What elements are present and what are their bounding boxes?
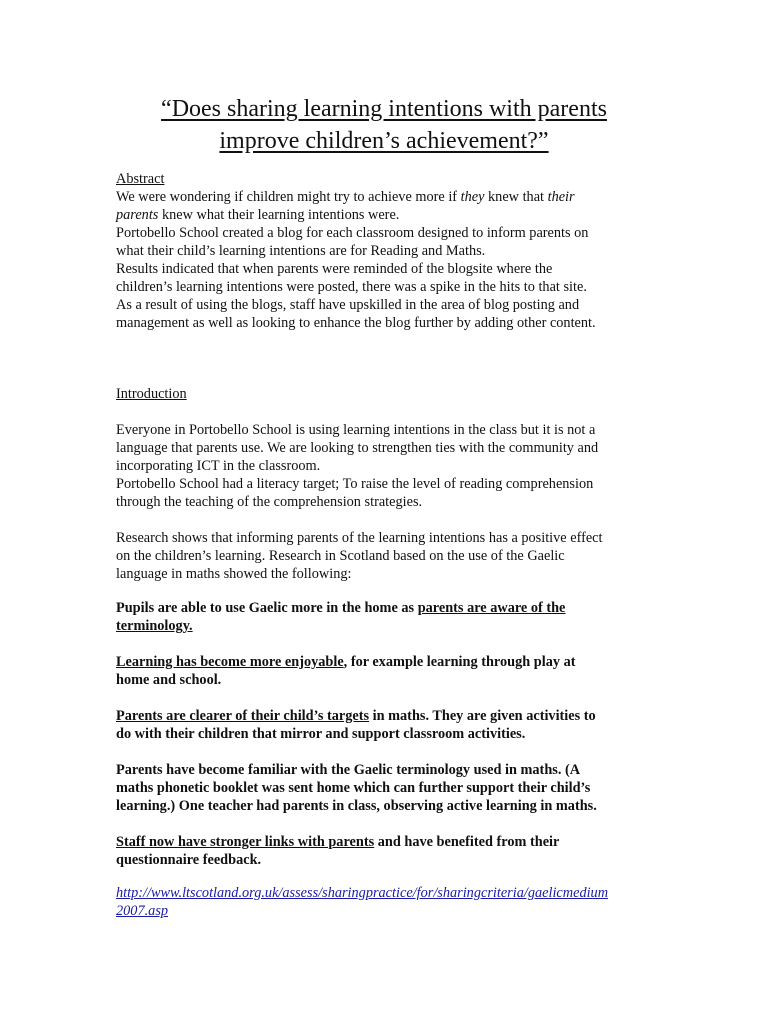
intro-p1-line-4: Portobello School had a literacy target; To raise the level of reading comprehension	[116, 476, 594, 492]
intro-p1-line-3: incorporating ICT in the classroom.	[116, 458, 321, 474]
finding-1-line-2	[116, 617, 656, 635]
finding-2-line-1	[116, 653, 656, 671]
emphasis-they: they	[460, 189, 485, 205]
underlined-text: parents are aware of the	[417, 600, 566, 616]
reference-line-1	[116, 884, 656, 902]
intro-p2-line-2: on the children’s learning. Research in Scotland based on the use of the Gaelic	[116, 548, 565, 564]
introduction-section	[116, 385, 656, 583]
underlined-text: Parents are clearer of their child’s targets	[116, 708, 370, 724]
emphasis-their: their	[547, 189, 575, 205]
text: knew what their learning intentions were.	[158, 207, 400, 223]
spacer	[116, 511, 656, 529]
text: Pupils are able to use Gaelic more in the home as	[116, 600, 418, 616]
finding-2-line-2: home and school.	[116, 672, 222, 688]
text: and have benefited from their	[374, 834, 560, 850]
finding-5-line-2: questionnaire feedback.	[116, 852, 262, 868]
text: knew that	[484, 189, 548, 205]
abstract-line-8: management as well as looking to enhance the blog further by adding other content.	[116, 315, 596, 331]
title-line-1: “Does sharing learning intentions with parents	[161, 96, 607, 122]
text: , for example learning through play at	[343, 654, 576, 670]
spacer	[116, 635, 656, 653]
finding-4-line-1: Parents have become familiar with the Gaelic terminology used in maths. (A	[116, 762, 581, 778]
abstract-line-3: Portobello School created a blog for each classroom designed to inform parents on	[116, 225, 589, 241]
intro-p1-line-2: language that parents use. We are looking to strengthen ties with the community and	[116, 440, 599, 456]
finding-4-line-3: learning.) One teacher had parents in class, observing active learning in maths.	[116, 798, 597, 814]
finding-1-line-1	[116, 599, 656, 617]
emphasis-parents: parents	[116, 207, 159, 223]
reference-line-2	[116, 902, 656, 920]
reference-link-continued[interactable]: 2007.asp	[116, 903, 169, 919]
underlined-text: Learning has become more enjoyable	[116, 654, 344, 670]
abstract-section	[116, 170, 656, 332]
abstract-line-7: As a result of using the blogs, staff have upskilled in the area of blog posting and	[116, 297, 580, 313]
finding-3-line-1	[116, 707, 656, 725]
finding-3-line-2: do with their children that mirror and support classroom activities.	[116, 726, 526, 742]
spacer	[116, 815, 656, 833]
title-line-2: improve children’s achievement?”	[219, 128, 549, 154]
abstract-heading: Abstract	[116, 171, 165, 187]
intro-p1-line-5: through the teaching of the comprehension strategies.	[116, 494, 423, 510]
findings-section	[116, 599, 656, 869]
finding-4-line-2: maths phonetic booklet was sent home which can further support their child’s	[116, 780, 591, 796]
underlined-text: Staff now have stronger links with parents	[116, 834, 375, 850]
abstract-line-1	[116, 188, 656, 206]
page-title	[100, 93, 668, 157]
text: in maths. They are given activities to	[369, 708, 596, 724]
intro-p2-line-3: language in maths showed the following:	[116, 566, 352, 582]
abstract-line-5: Results indicated that when parents were reminded of the blogsite where the	[116, 261, 553, 277]
reference-link[interactable]: http://www.ltscotland.org.uk/assess/sharingpractice/for/sharingcriteria/gaelicmedium	[116, 885, 609, 901]
intro-p1-line-1: Everyone in Portobello School is using learning intentions in the class but it is not a	[116, 422, 596, 438]
reference-section	[116, 884, 656, 920]
spacer	[116, 403, 656, 421]
spacer	[116, 743, 656, 761]
finding-5-line-1	[116, 833, 656, 851]
spacer	[116, 689, 656, 707]
abstract-line-6: children’s learning intentions were posted, there was a spike in the hits to that site.	[116, 279, 587, 295]
intro-p2-line-1: Research shows that informing parents of the learning intentions has a positive effect	[116, 530, 603, 546]
abstract-line-2	[116, 206, 656, 224]
introduction-heading: Introduction	[116, 386, 187, 402]
underlined-text: terminology.	[116, 618, 193, 634]
abstract-line-4: what their child’s learning intentions are for Reading and Maths.	[116, 243, 486, 259]
text: We were wondering if children might try to achieve more if	[116, 189, 461, 205]
